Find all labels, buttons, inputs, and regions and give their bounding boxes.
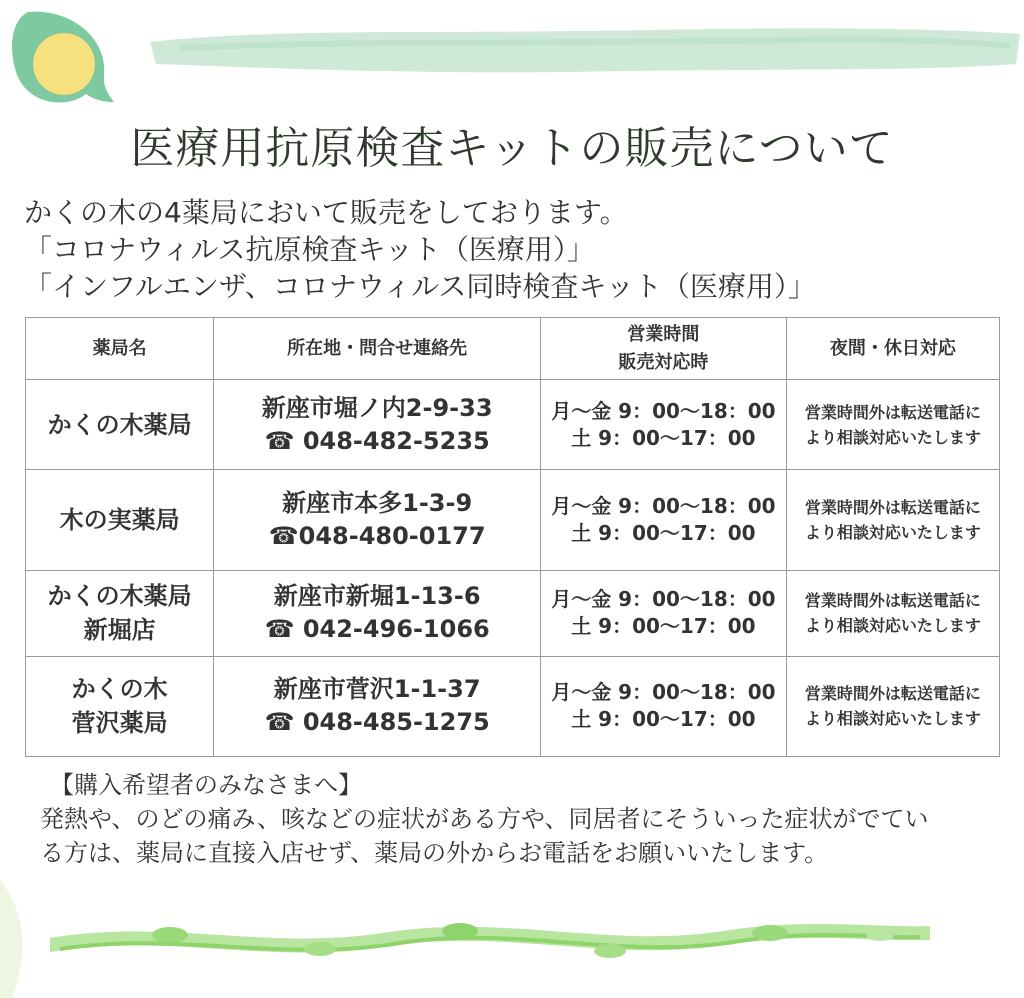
logo-leaf-icon [8, 6, 118, 110]
pharmacy-name: 木の実薬局 [59, 505, 180, 534]
phone-number: ☎ 048-485-1275 [264, 708, 490, 737]
address: 新座市堀ノ内2-9-33 [261, 393, 493, 422]
night-support-cell [786, 470, 999, 570]
hours-weekday: 月～金 9：00～18：00 [551, 680, 776, 705]
pharmacy-name: かくの木薬局 [47, 410, 192, 439]
hours-saturday: 土 9：00～17：00 [571, 614, 756, 639]
hours-cell [541, 470, 787, 570]
pharmacy-name-cell [26, 380, 214, 470]
night-support-line: より相談対応いたします [804, 427, 981, 447]
pharmacy-name-cell [26, 570, 214, 656]
address: 新座市本多1-3-9 [282, 488, 473, 517]
hours-weekday: 月～金 9：00～18：00 [551, 398, 776, 423]
pharmacy-branch: 菅沢薬局 [71, 709, 168, 738]
hours-weekday: 月～金 9：00～18：00 [551, 493, 776, 518]
header-hours-line1: 営業時間 [627, 323, 700, 345]
intro-text [24, 194, 816, 305]
phone-number: ☎048-480-0177 [268, 521, 486, 550]
pharmacy-name: かくの木薬局 [47, 582, 192, 611]
table-row [26, 470, 1000, 570]
header-hours-line2: 販売対応時 [618, 351, 709, 373]
hours-cell [541, 570, 787, 656]
hours-cell [541, 656, 787, 756]
intro-line: かくの木の4薬局において販売をしております。 [24, 196, 628, 229]
address: 新座市菅沢1-1-37 [273, 675, 481, 704]
address-cell [214, 570, 541, 656]
intro-line: 「コロナウィルス抗原検査キット（医療用）」 [24, 233, 595, 266]
night-support-line: 営業時間外は転送電話に [804, 684, 981, 704]
pharmacy-branch: 新堀店 [83, 616, 156, 645]
table-header-row [26, 318, 1000, 380]
pharmacy-name-cell [26, 656, 214, 756]
night-support-cell [786, 380, 999, 470]
notice-line: 発熱や、のどの痛み、咳などの症状がある方や、同居者にそういった症状がでてい [40, 805, 929, 833]
page-title: 医療用抗原検査キットの販売について [130, 123, 894, 174]
pharmacy-name: かくの木 [71, 675, 168, 704]
night-support-cell [786, 570, 999, 656]
address-cell [214, 470, 541, 570]
address-cell [214, 656, 541, 756]
corner-leaf-decoration [0, 880, 40, 998]
night-support-cell [786, 656, 999, 756]
header-pharmacy-name: 薬局名 [26, 318, 214, 380]
hours-cell [541, 380, 787, 470]
address-cell [214, 380, 541, 470]
night-support-line: より相談対応いたします [804, 709, 981, 729]
customer-notice [40, 768, 1024, 870]
header-brush-decoration [150, 24, 1020, 76]
hours-saturday: 土 9：00～17：00 [571, 520, 756, 545]
vine-decoration [50, 905, 930, 975]
night-support-line: 営業時間外は転送電話に [804, 402, 981, 422]
notice-heading: 【購入希望者のみなさまへ】 [50, 771, 362, 799]
night-support-line: 営業時間外は転送電話に [804, 591, 981, 611]
phone-number: ☎ 048-482-5235 [264, 426, 490, 455]
header-address-contact: 所在地・問合せ連絡先 [214, 318, 541, 380]
pharmacy-name-cell [26, 470, 214, 570]
hours-saturday: 土 9：00～17：00 [571, 707, 756, 732]
header-night-holiday: 夜間・休日対応 [786, 318, 999, 380]
address: 新座市新堀1-13-6 [273, 582, 481, 611]
notice-line: る方は、薬局に直接入店せず、薬局の外からお電話をお願いいたします。 [40, 839, 829, 867]
hours-saturday: 土 9：00～17：00 [571, 425, 756, 450]
night-support-line: より相談対応いたします [804, 522, 981, 542]
intro-line: 「インフルエンザ、コロナウィルス同時検査キット（医療用）」 [24, 270, 816, 303]
table-row [26, 570, 1000, 656]
header-hours [541, 318, 787, 380]
table-row [26, 380, 1000, 470]
phone-number: ☎ 042-496-1066 [264, 615, 490, 644]
hours-weekday: 月～金 9：00～18：00 [551, 587, 776, 612]
table-row [26, 656, 1000, 756]
pharmacy-table [25, 317, 1000, 757]
night-support-line: より相談対応いたします [804, 616, 981, 636]
night-support-line: 営業時間外は転送電話に [804, 497, 981, 517]
